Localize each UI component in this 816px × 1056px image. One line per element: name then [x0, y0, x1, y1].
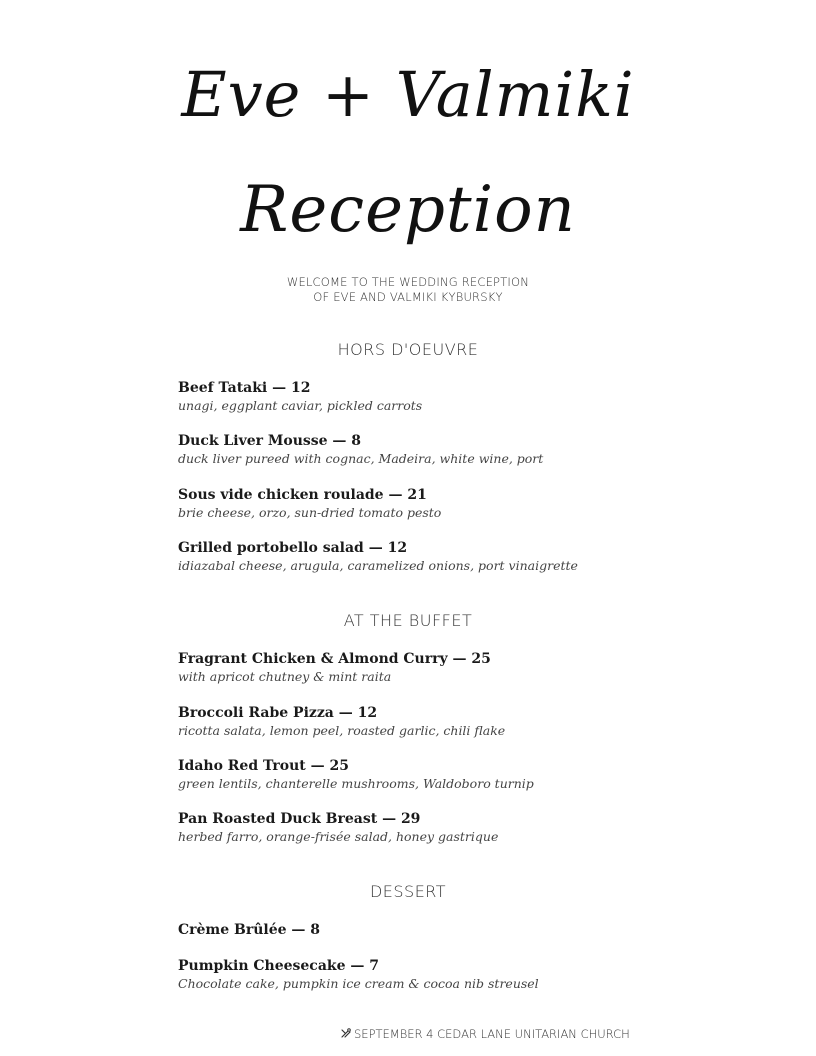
item-name: Fragrant Chicken & Almond Curry — 25 — [178, 651, 491, 667]
footer-text: SEPTEMBER 4 CEDAR LANE UNITARIAN CHURCH — [354, 1027, 630, 1041]
item-name: Idaho Red Trout — 25 — [178, 758, 349, 774]
item-name: Duck Liver Mousse — 8 — [178, 433, 362, 449]
item-description: duck liver pureed with cognac, Madeira, white wine, port — [178, 451, 544, 466]
item-description: herbed farro, orange-frisée salad, honey gastrique — [178, 829, 499, 844]
menu-item — [178, 957, 698, 993]
title-names: Eve + Valmiki — [181, 58, 635, 131]
section-heading-hors-doeuvre: HORS D'OEUVRE — [337, 340, 479, 359]
menu-item — [178, 432, 698, 468]
item-name: Grilled portobello salad — 12 — [178, 540, 408, 556]
item-description: Chocolate cake, pumpkin ice cream & cocoa nib streusel — [178, 976, 539, 991]
item-name: Broccoli Rabe Pizza — 12 — [178, 705, 378, 721]
menu-item — [178, 757, 698, 793]
item-description: with apricot chutney & mint raita — [178, 669, 392, 684]
section-heading-dessert: DESSERT — [369, 882, 447, 901]
section-heading-buffet: AT THE BUFFET — [343, 611, 473, 630]
item-name: Crème Brûlée — 8 — [178, 922, 321, 938]
item-description: ricotta salata, lemon peel, roasted garlic, chili flake — [178, 723, 506, 738]
menu-item — [178, 650, 698, 686]
welcome-line-2: OF EVE AND VALMIKI KYBURSKY — [313, 290, 503, 304]
footer — [340, 1027, 630, 1042]
rings-icon — [340, 1027, 352, 1039]
item-description: unagi, eggplant caviar, pickled carrots — [178, 398, 423, 413]
item-name: Pan Roasted Duck Breast — 29 — [178, 811, 421, 827]
item-name: Pumpkin Cheesecake — 7 — [178, 958, 379, 974]
item-description: green lentils, chanterelle mushrooms, Waldoboro turnip — [178, 776, 534, 791]
item-name: Beef Tataki — 12 — [178, 380, 311, 396]
menu-item — [178, 810, 698, 846]
welcome-line-1: WELCOME TO THE WEDDING RECEPTION — [286, 275, 530, 289]
menu-item — [178, 379, 698, 415]
menu-item — [178, 704, 698, 740]
title-reception: Reception — [240, 173, 576, 247]
menu-item — [178, 539, 698, 575]
item-description: brie cheese, orzo, sun-dried tomato pesto — [178, 505, 442, 520]
item-name: Sous vide chicken roulade — 21 — [178, 487, 427, 503]
menu-item — [178, 921, 698, 939]
menu-item — [178, 486, 698, 522]
item-description: idiazabal cheese, arugula, caramelized onions, port vinaigrette — [178, 558, 578, 573]
